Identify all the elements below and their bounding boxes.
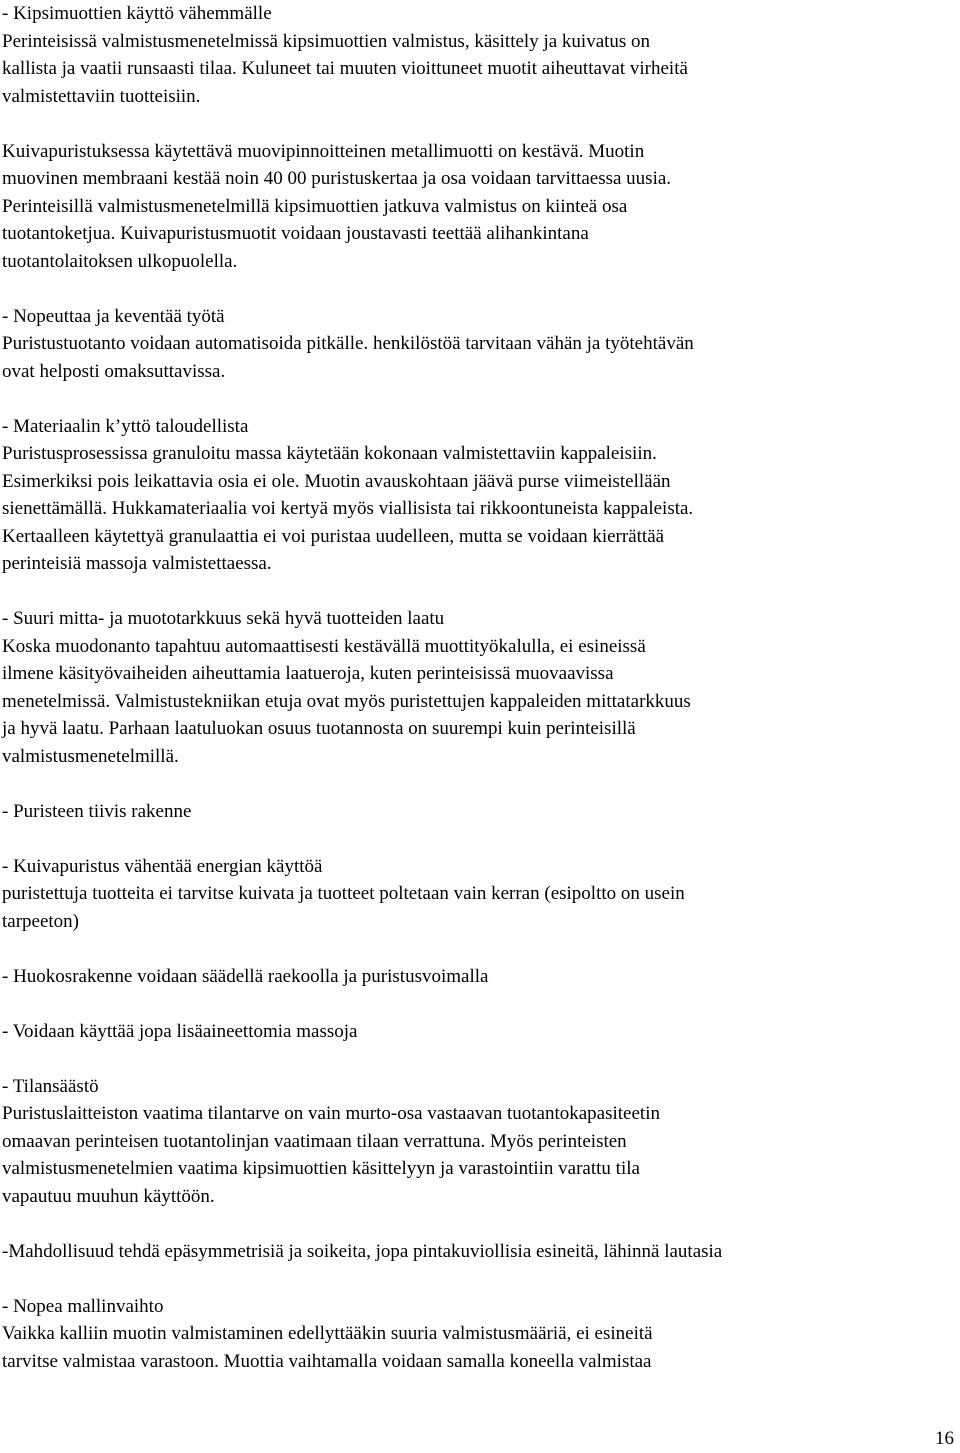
section-tilansaasto xyxy=(2,1073,952,1211)
paragraph-line: puristettuja tuotteita ei tarvitse kuivata ja tuotteet poltetaan vain kerran (esipoltto on usein xyxy=(2,883,685,904)
paragraph-line: muovinen membraani kestää noin 40 00 puristuskertaa ja osa voidaan tarvittaessa uusia. xyxy=(2,168,672,189)
section-mittatarkkuus xyxy=(2,605,952,770)
paragraph-line: menetelmissä. Valmistustekniikan etuja ovat myös puristettujen kappaleiden mittatarkkuus xyxy=(2,690,691,712)
paragraph-line: Vaikka kalliin muotin valmistaminen edellyttääkin suuria valmistusmääriä, ei esineitä xyxy=(2,1323,653,1344)
paragraph-line: Perinteisissä valmistusmenetelmissä kipsimuottien valmistus, käsittely ja kuivatus on xyxy=(2,30,651,52)
section-lisaaineettomat xyxy=(2,1018,952,1046)
paragraph-line: kallista ja vaatii runsaasti tilaa. Kuluneet tai muuten vioittuneet muotit aiheuttavat virheitä xyxy=(2,58,688,79)
section-huokosrakenne xyxy=(2,963,952,991)
paragraph-line: Puristusprosessissa granuloitu massa käytetään kokonaan valmistettaviin kappaleisiin. xyxy=(2,443,657,464)
paragraph-line: tarvitse valmistaa varastoon. Muottia vaihtamalla voidaan samalla koneella valmistaa xyxy=(2,1350,652,1372)
section-heading: - Voidaan käyttää jopa lisäaineettomia massoja xyxy=(2,1020,358,1042)
paragraph-line: vapautuu muuhun käyttöön. xyxy=(2,1185,215,1207)
paragraph-line: valmistusmenetelmien vaatima kipsimuottien käsittelyyn ja varastointiin varattu tila xyxy=(2,1158,640,1179)
paragraph-line: omaavan perinteisen tuotantolinjan vaatimaan tilaan verrattuna. Myös perinteisten xyxy=(2,1130,627,1152)
section-heading: - Huokosrakenne voidaan säädellä raekoolla ja puristusvoimalla xyxy=(2,965,489,987)
section-heading: - Nopea mallinvaihto xyxy=(2,1295,164,1317)
paragraph-line: sienettämällä. Hukkamateriaalia voi kertyä myös viallisista tai rikkoontuneista kappaleista. xyxy=(2,498,694,519)
section-mallinvaihto xyxy=(2,1293,952,1376)
paragraph-line: ilmene käsityövaiheiden aiheuttamia laatueroja, kuten perinteisissä muovaavissa xyxy=(2,663,614,684)
paragraph-line: ja hyvä laatu. Parhaan laatuluokan osuus tuotannosta on suurempi kuin perinteisillä xyxy=(2,718,636,739)
section-heading: - Nopeuttaa ja keventää työtä xyxy=(2,305,225,327)
document-page xyxy=(2,0,952,1403)
section-metallimuotti xyxy=(2,138,952,276)
paragraph-line: Perinteisillä valmistusmenetelmillä kipsimuottien jatkuva valmistus on kiinteä osa xyxy=(2,195,628,217)
section-heading: - Suuri mitta- ja muototarkkuus sekä hyvä tuotteiden laatu xyxy=(2,608,445,629)
paragraph-line: Kertaalleen käytettyä granulaattia ei voi puristaa uudelleen, mutta se voidaan kierrättää xyxy=(2,525,665,547)
paragraph-line: valmistusmenetelmillä. xyxy=(2,745,179,767)
paragraph-line: tuotantolaitoksen ulkopuolella. xyxy=(2,250,238,272)
section-materiaali xyxy=(2,413,952,578)
paragraph-line: tuotantoketjua. Kuivapuristusmuotit voidaan joustavasti teettää alihankintana xyxy=(2,223,589,244)
paragraph-line: Puristustuotanto voidaan automatisoida pitkälle. henkilöstöä tarvitaan vähän ja työtehtävän xyxy=(2,333,694,354)
section-nopeuttaa xyxy=(2,303,952,386)
section-heading: - Tilansäästö xyxy=(2,1075,99,1097)
section-heading: - Kipsimuottien käyttö vähemmälle xyxy=(2,3,272,24)
section-heading: -Mahdollisuud tehdä epäsymmetrisiä ja soikeita, jopa pintakuviollisia esineitä, lähinnä lautasia xyxy=(2,1240,723,1262)
paragraph-line: Esimerkiksi pois leikattavia osia ei ole. Muotin avauskohtaan jäävä purse viimeistellään xyxy=(2,470,671,492)
paragraph-line: ovat helposti omaksuttavissa. xyxy=(2,360,226,382)
section-heading: - Kuivapuristus vähentää energian käyttöä xyxy=(2,855,323,877)
paragraph-line: Puristuslaitteiston vaatima tilantarve on vain murto-osa vastaavan tuotantokapasiteetin xyxy=(2,1103,660,1124)
section-kipsimuotit xyxy=(2,0,952,110)
paragraph-line: Koska muodonanto tapahtuu automaattisesti kestävällä muottityökalulla, ei esineissä xyxy=(2,635,646,657)
section-tiivis-rakenne xyxy=(2,798,952,826)
paragraph-line: valmistettaviin tuotteisiin. xyxy=(2,85,201,107)
page-number: 16 xyxy=(935,1428,954,1449)
paragraph-line: perinteisiä massoja valmistettaessa. xyxy=(2,553,272,574)
section-heading: - Puristeen tiivis rakenne xyxy=(2,800,192,822)
paragraph-line: Kuivapuristuksessa käytettävä muovipinnoitteinen metallimuotti on kestävä. Muotin xyxy=(2,140,645,162)
section-heading: - Materiaalin k’yttö taloudellista xyxy=(2,415,249,437)
section-energia xyxy=(2,853,952,936)
section-epasymmetriset xyxy=(2,1238,952,1266)
paragraph-line: tarpeeton) xyxy=(2,910,80,932)
